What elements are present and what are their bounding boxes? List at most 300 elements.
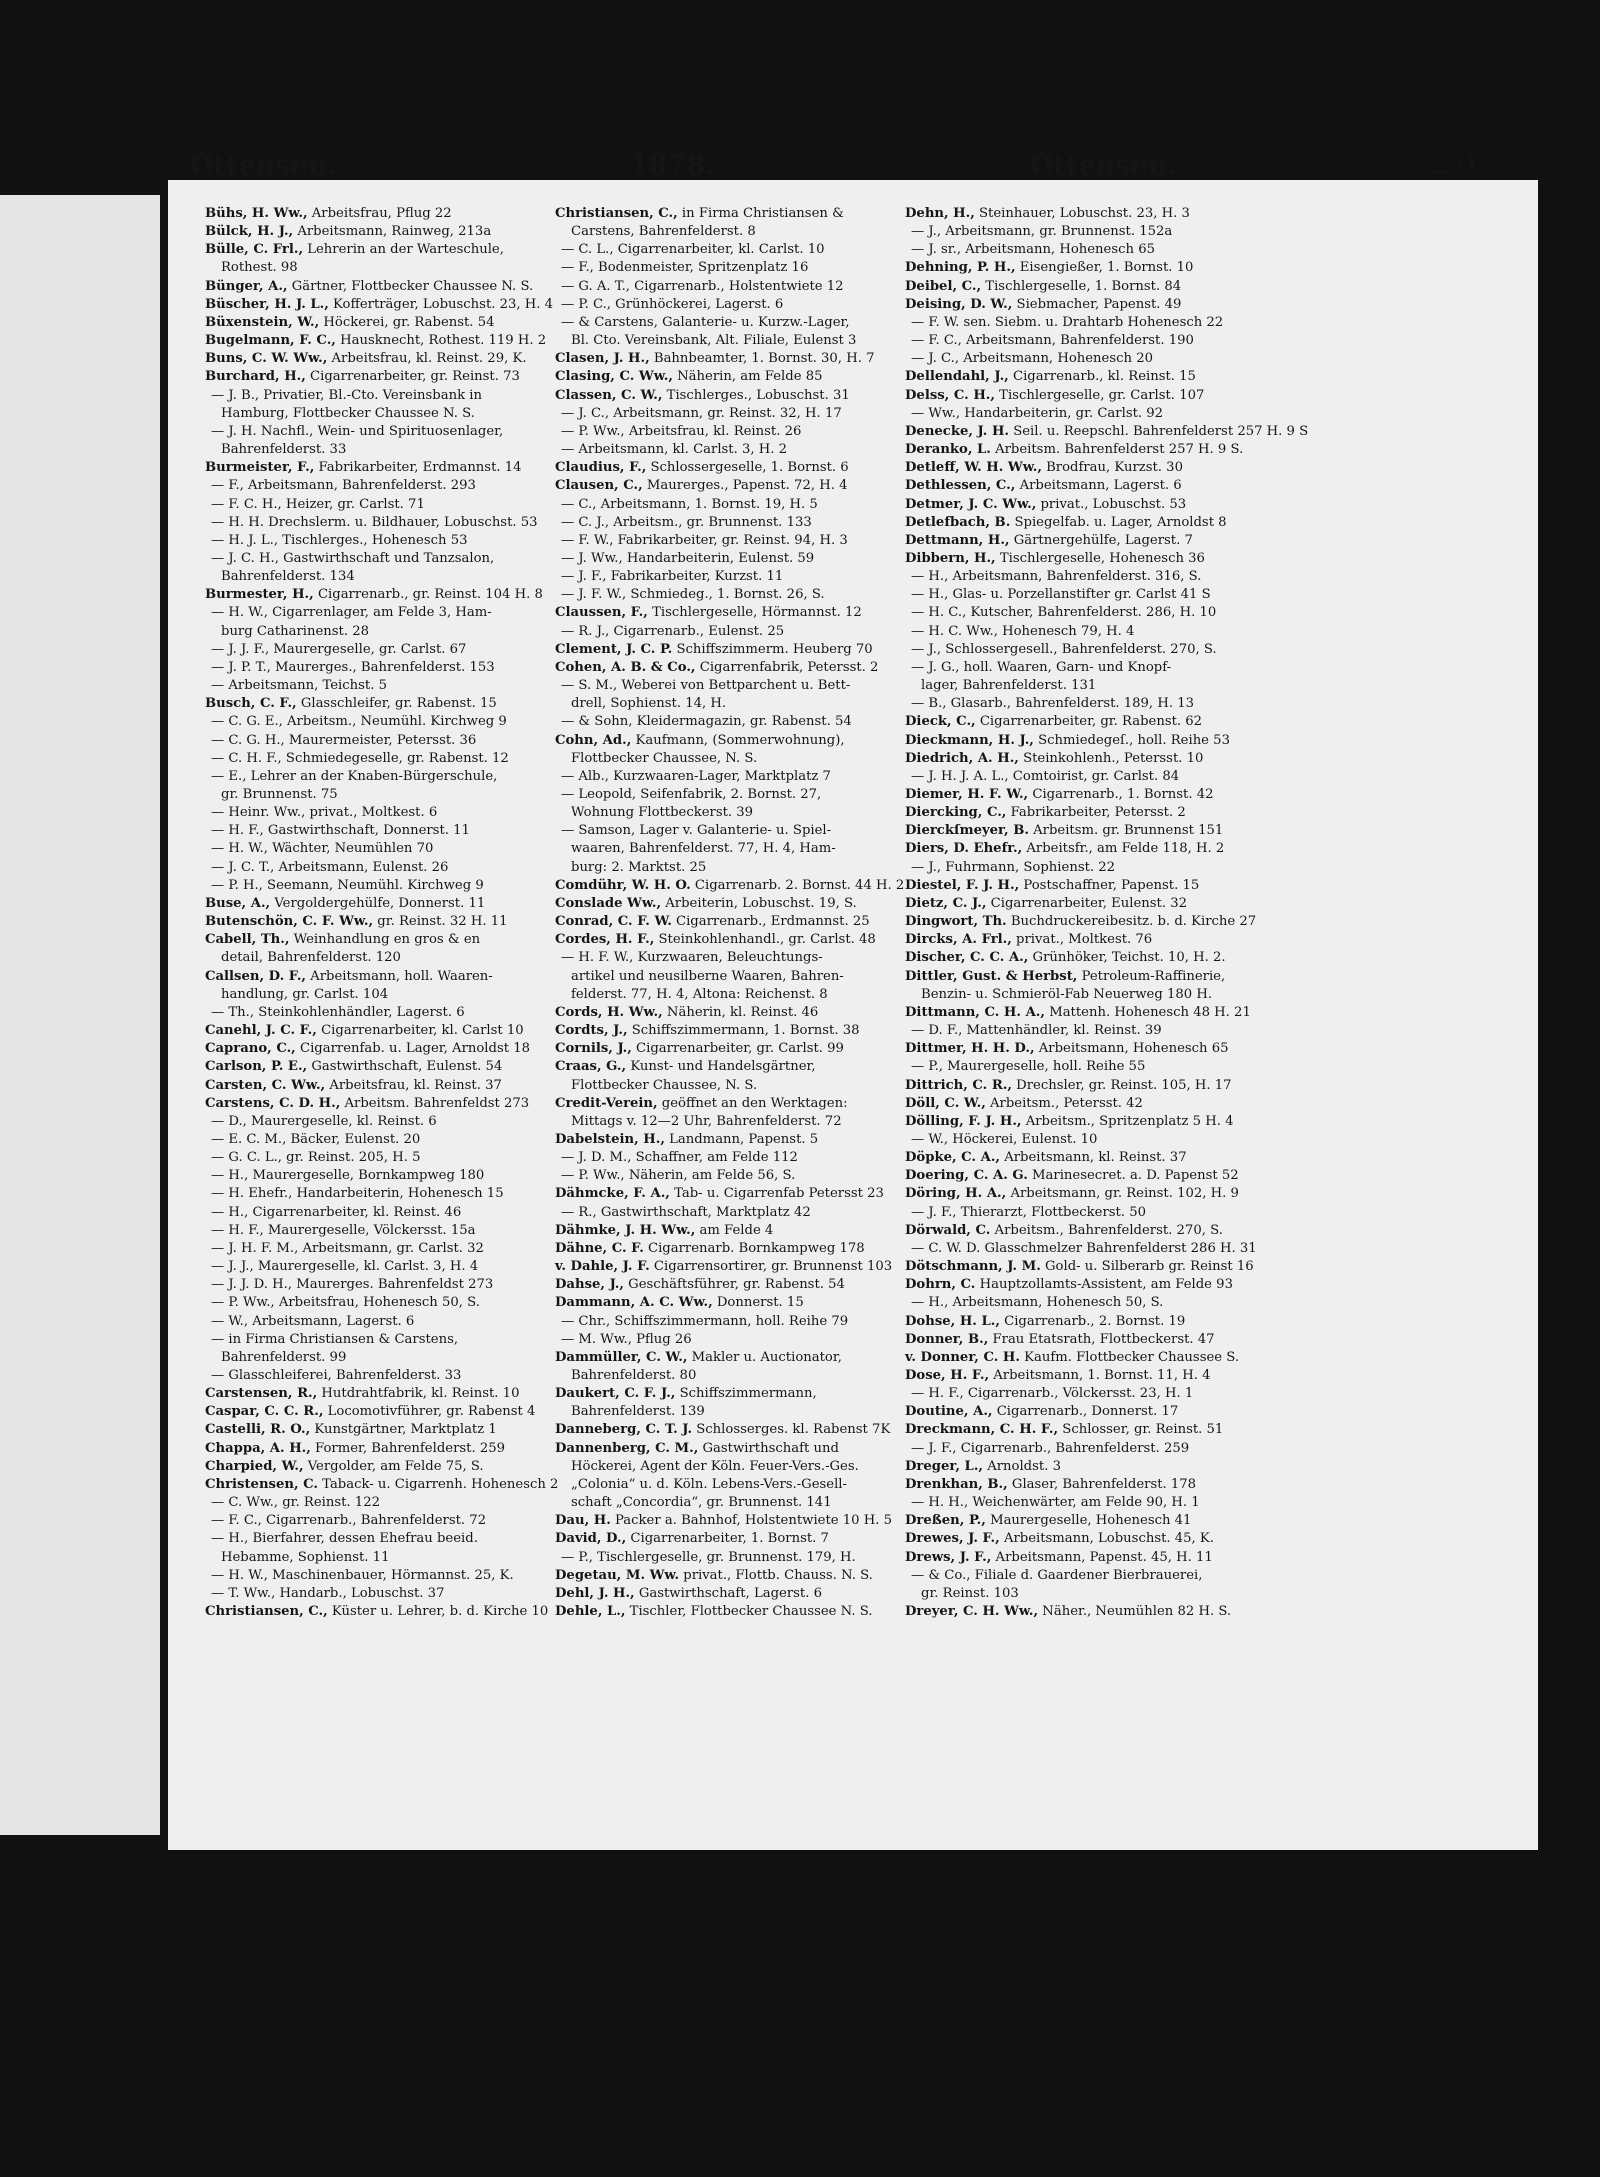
entry-continuation: drell, Sophienst. 14, H.: [571, 696, 727, 712]
directory-entry: [205, 1385, 550, 1403]
entry-name: Charpied, W.,: [205, 1458, 304, 1474]
entry-name: Christiansen, C.,: [555, 206, 678, 221]
entry-details: Arbeitsfrau, Pflug 22: [307, 206, 452, 221]
directory-entry: [555, 1567, 900, 1585]
directory-entry: [555, 1440, 900, 1458]
entry-name: Discher, C. C. A.,: [905, 950, 1029, 966]
entry-name: Dittmer, H. H. D.,: [905, 1041, 1035, 1057]
directory-subentry: — Th., Steinkohlenhändler, Lagerst. 6: [211, 1004, 465, 1020]
directory-entry: [555, 477, 900, 495]
entry-name: Bünger, A.,: [205, 278, 288, 294]
directory-subentry: — J. sr., Arbeitsmann, Hohenesch 65: [911, 242, 1155, 258]
entry-name: Bühs, H. Ww.,: [205, 206, 308, 221]
entry-name: Degetau, M. Ww.: [555, 1567, 680, 1583]
entry-details: Gastwirthschaft, Eulenst. 54: [307, 1059, 503, 1075]
directory-entry: [205, 1095, 550, 1113]
directory-entry: [905, 496, 1250, 514]
directory-subentry: — T. Ww., Handarb., Lobuschst. 37: [211, 1585, 445, 1601]
directory-entry: [555, 1421, 900, 1439]
entry-details: Kofferträger, Lobuschst. 23, H. 4: [328, 296, 554, 312]
page-number: 251: [1432, 150, 1480, 179]
entry-details: Arbeitsmann, 1. Bornst. 11, H. 4: [989, 1368, 1211, 1383]
entry-continuation: Bl. Cto. Vereinsbank, Alt. Filiale, Eulenst 3: [571, 333, 857, 349]
directory-entry: [905, 1403, 1250, 1421]
entry-details: Schiffszimmerm. Heuberg 70: [672, 641, 873, 657]
directory-entry: [905, 296, 1250, 314]
entry-details: Cigarrenarbeiter, Eulenst. 32: [986, 895, 1188, 911]
directory-entry: [555, 1530, 900, 1548]
entry-name: Cords, H. Ww.,: [555, 1004, 663, 1020]
directory-entry: [905, 1095, 1250, 1113]
entry-name: Dittrich, C. R.,: [905, 1077, 1012, 1093]
entry-name: Dörwald, C.: [905, 1222, 991, 1238]
directory-subentry: — D. F., Mattenhändler, kl. Reinst. 39: [911, 1023, 1162, 1039]
directory-entry: [905, 1113, 1250, 1131]
entry-name: Credit-Verein,: [555, 1095, 658, 1111]
directory-subentry: — H., Maurergeselle, Bornkampweg 180: [211, 1168, 485, 1184]
entry-name: Dehl, J. H.,: [555, 1585, 635, 1601]
entry-details: Schmiedegeſ., holl. Reihe 53: [1033, 732, 1230, 748]
directory-subentry: — J. G., holl. Waaren, Garn- und Knopf-: [911, 659, 1172, 675]
entry-name: Deising, D. W.,: [905, 296, 1013, 312]
entry-details: Cigarrenarbeiter, gr. Rabenst. 62: [975, 714, 1203, 730]
directory-entry: [555, 659, 900, 677]
entry-name: Delss, C. H.,: [905, 387, 995, 403]
entry-details: Cigarrenarbeiter, kl. Carlst 10: [316, 1023, 524, 1039]
entry-details: Tischlergeselle, Hohenesch 36: [995, 550, 1205, 566]
directory-entry: [905, 1185, 1250, 1203]
directory-entry: [905, 514, 1250, 532]
entry-name: Bülle, C. Frl.,: [205, 242, 304, 258]
directory-entry: [905, 532, 1250, 550]
entry-details: Former, Bahrenfelderst. 259: [310, 1440, 505, 1456]
entry-name: Dölling, F. J. H.,: [905, 1113, 1022, 1129]
entry-name: Diemer, H. F. W.,: [905, 787, 1029, 802]
entry-name: Buns, C. W. Ww.,: [205, 351, 328, 367]
directory-entry: [905, 913, 1257, 931]
directory-entry: [555, 1294, 900, 1312]
entry-name: Classen, C. W.,: [555, 387, 663, 403]
entry-name: Dehle, L.,: [555, 1604, 626, 1620]
entry-name: Drenkhan, B.,: [905, 1476, 1008, 1492]
entry-details: Packer a. Bahnhof, Holstentwiete 10 H. 5: [610, 1513, 893, 1529]
entry-details: Cigarrenfabrik, Petersst. 2: [695, 659, 879, 675]
directory-entry: [905, 423, 1309, 441]
entry-details: Weinhandlung en gros & en: [289, 932, 481, 948]
entry-name: Dierckſmeyer, B.: [905, 823, 1029, 839]
entry-continuation: Rothest. 98: [221, 260, 298, 276]
directory-entry: [905, 1077, 1250, 1095]
directory-subentry: — H. C. Ww., Hohenesch 79, H. 4: [911, 623, 1135, 639]
entry-name: Conslade Ww.,: [555, 895, 662, 911]
entry-details: Arbeitsm. gr. Brunnenst 151: [1028, 823, 1224, 839]
entry-name: Caprano, C.,: [205, 1041, 296, 1057]
entry-name: Döpke, C. A.,: [905, 1150, 1001, 1166]
directory-entry: [905, 968, 1250, 986]
directory-subentry: — F. W. sen. Siebm. u. Drahtarb Hohenesch 22: [911, 314, 1224, 330]
directory-subentry: — Chr., Schiffszimmermann, holl. Reihe 79: [561, 1313, 849, 1329]
directory-subentry: — Glasschleiferei, Bahrenfelderst. 33: [211, 1368, 462, 1383]
entry-name: Dose, H. F.,: [905, 1368, 990, 1383]
directory-subentry: — R., Gastwirthschaft, Marktplatz 42: [561, 1204, 811, 1220]
entry-name: v. Donner, C. H.: [905, 1349, 1020, 1365]
directory-entry: [555, 1512, 900, 1530]
entry-name: Dähmke, J. H. Ww.,: [555, 1222, 696, 1238]
directory-entry: [555, 459, 900, 477]
entry-details: Cigarrenarbeiter, 1. Bornst. 7: [626, 1531, 829, 1547]
entry-details: Schiffszimmermann,: [675, 1386, 817, 1402]
directory-entry: [205, 350, 550, 368]
directory-entry: [905, 750, 1250, 768]
directory-subentry: — W., Arbeitsmann, Lagerst. 6: [211, 1313, 415, 1329]
entry-name: Detleff, W. H. Ww.,: [905, 460, 1042, 476]
entry-details: Brodfrau, Kurzst. 30: [1041, 460, 1183, 476]
directory-entry: [905, 713, 1250, 731]
entry-name: Dreger, L.,: [905, 1458, 984, 1474]
directory-subentry: — F. C., Cigarrenarb., Bahrenfelderst. 72: [211, 1513, 487, 1529]
directory-subentry: — C. W. D. Glasschmelzer Bahrenfelderst 286 H. 31: [911, 1240, 1257, 1256]
directory-entry: [905, 732, 1250, 750]
directory-column-1: [205, 205, 559, 1621]
entry-details: Arbeitsfrau, kl. Reinst. 37: [325, 1077, 502, 1093]
entry-details: Cigarrenarb., gr. Reinst. 104 H. 8: [313, 587, 543, 603]
directory-entry: [555, 1276, 900, 1294]
directory-entry: [205, 1403, 550, 1421]
directory-subentry: — C. J., Arbeitsm., gr. Brunnenst. 133: [561, 514, 812, 530]
entry-name: Dahse, J.,: [555, 1277, 624, 1293]
entry-name: Dammüller, C. W.,: [555, 1349, 688, 1365]
directory-subentry: — P. Ww., Näherin, am Felde 56, S.: [561, 1168, 796, 1184]
entry-details: Hauptzollamts-Assistent, am Felde 93: [975, 1277, 1233, 1293]
entry-name: Christiansen, C.,: [205, 1604, 328, 1620]
entry-details: Gastwirthschaft, Lagerst. 6: [634, 1585, 822, 1601]
directory-subentry: — J. P. T., Maurerges., Bahrenfelderst. 153: [211, 659, 495, 675]
entry-name: Daukert, C. F. J.,: [555, 1386, 676, 1402]
directory-subentry: — H. C., Kutscher, Bahrenfelderst. 286, H. 10: [911, 605, 1217, 621]
directory-entry: [205, 1058, 550, 1076]
directory-subentry: — & Carstens, Galanterie- u. Kurzw.-Lager,: [561, 314, 850, 330]
directory-entry: [555, 1131, 900, 1149]
entry-details: Steinkohlenhandl., gr. Carlst. 48: [654, 932, 876, 948]
directory-subentry: — J. H. J. A. L., Comtoirist, gr. Carlst. 84: [911, 768, 1180, 784]
entry-continuation: Flottbecker Chaussee, N. S.: [571, 750, 758, 766]
entry-continuation: waaren, Bahrenfelderst. 77, H. 4, Ham-: [571, 841, 836, 857]
directory-entry: [905, 1258, 1254, 1276]
entry-name: Dreyer, C. H. Ww.,: [905, 1604, 1039, 1620]
entry-name: Deibel, C.,: [905, 278, 982, 294]
directory-entry: [205, 1022, 550, 1040]
entry-name: Drewes, J. F.,: [905, 1531, 1000, 1547]
entry-details: Grünhöker, Teichst. 10, H. 2.: [1028, 950, 1226, 966]
entry-details: Arbeitsm. Bahrenfelderst 257 H. 9 S.: [990, 442, 1244, 458]
entry-details: Cigarrenarb., 1. Bornst. 42: [1028, 787, 1214, 802]
directory-subentry: — Heinr. Ww., privat., Moltkest. 6: [211, 805, 438, 821]
entry-name: Canehl, J. C. F.,: [205, 1023, 317, 1039]
directory-subentry: — & Co., Filiale d. Gaardener Bierbrauerei,: [911, 1567, 1203, 1583]
entry-continuation: Bahrenfelderst. 134: [221, 569, 355, 585]
entry-details: Arbeitsm., Spritzenplatz 5 H. 4: [1021, 1113, 1234, 1129]
directory-subentry: — J., Schlossergesell., Bahrenfelderst. 270, S.: [911, 641, 1217, 657]
entry-name: Detmer, J. C. Ww.,: [905, 496, 1037, 512]
directory-entry: [905, 1004, 1250, 1022]
directory-subentry: — D., Maurergeselle, kl. Reinst. 6: [211, 1113, 437, 1129]
entry-details: Cigarrenarb. Bornkampweg 178: [643, 1240, 865, 1256]
entry-continuation: Benzin- u. Schmieröl-Fab Neuerweg 180 H.: [921, 986, 1213, 1002]
entry-continuation: Hamburg, Flottbecker Chaussee N. S.: [221, 405, 475, 421]
entry-details: Cigarrensortirer, gr. Brunnenst 103: [649, 1259, 893, 1275]
directory-entry: [905, 1331, 1250, 1349]
directory-subentry: — J. C., Arbeitsmann, Hohenesch 20: [911, 351, 1153, 367]
entry-details: Arbeitsmann, holl. Waaren-: [306, 968, 493, 984]
entry-details: Fabrikarbeiter, Petersst. 2: [1006, 805, 1186, 821]
entry-details: Geschäftsführer, gr. Rabenst. 54: [623, 1277, 845, 1293]
entry-name: Dibbern, H.,: [905, 550, 996, 566]
directory-subentry: — J. J., Maurergeselle, kl. Carlst. 3, H. 4: [211, 1259, 479, 1275]
directory-subentry: — M. Ww., Pflug 26: [561, 1331, 692, 1347]
entry-continuation: Bahrenfelderst. 99: [221, 1349, 347, 1365]
directory-entry: [205, 1077, 550, 1095]
entry-name: Diedrich, A. H.,: [905, 750, 1019, 766]
directory-entry: [205, 895, 550, 913]
entry-name: Busch, C. F.,: [205, 696, 297, 712]
directory-entry: [905, 259, 1250, 277]
entry-continuation: handlung, gr. Carlst. 104: [221, 986, 389, 1002]
entry-name: Doering, C. A. G.: [905, 1168, 1028, 1184]
directory-entry: [555, 205, 900, 223]
directory-entry: [905, 895, 1250, 913]
entry-details: Kunstgärtner, Marktplatz 1: [310, 1422, 497, 1438]
directory-entry: [905, 1167, 1250, 1185]
directory-subentry: — J. J. D. H., Maurerges. Bahrenfeldst 273: [211, 1277, 494, 1293]
entry-details: Arbeitsmann, kl. Reinst. 37: [1000, 1150, 1187, 1166]
directory-subentry: — J. C. T., Arbeitsmann, Eulenst. 26: [211, 859, 449, 875]
directory-subentry: — H., Glas- u. Porzellanstifter gr. Carlst 41 S: [911, 587, 1211, 603]
entry-details: Arbeitsmann, Lobuschst. 45, K.: [999, 1531, 1214, 1547]
entry-details: Tischlergeselle, 1. Bornst. 84: [981, 278, 1182, 294]
directory-subentry: — H. F. W., Kurzwaaren, Beleuchtungs-: [561, 950, 823, 966]
entry-details: Bahnbeamter, 1. Bornst. 30, H. 7: [649, 351, 875, 367]
entry-details: Tischlergeselle, Hörmannst. 12: [647, 605, 862, 621]
entry-details: Schlosser, gr. Reinst. 51: [1058, 1422, 1224, 1438]
entry-continuation: Höckerei, Agent der Köln. Feuer-Vers.-Ges.: [571, 1458, 859, 1474]
entry-details: Glaser, Bahrenfelderst. 178: [1007, 1476, 1197, 1492]
directory-entry: [205, 459, 550, 477]
directory-subentry: — G. C. L., gr. Reinst. 205, H. 5: [211, 1150, 421, 1166]
directory-subentry: — E. C. M., Bäcker, Eulenst. 20: [211, 1131, 421, 1147]
entry-details: Glasschleifer, gr. Rabenst. 15: [296, 696, 497, 712]
entry-name: Callsen, D. F.,: [205, 968, 307, 984]
entry-details: Steinhauer, Lobuschst. 23, H. 3: [974, 206, 1190, 221]
entry-details: Frau Etatsrath, Flottbeckerst. 47: [988, 1331, 1215, 1347]
entry-details: Cigarrenarb., Donnerst. 17: [992, 1404, 1179, 1420]
entry-details: Taback- u. Cigarrenh. Hohenesch 2: [317, 1476, 559, 1492]
directory-subentry: — F. C., Arbeitsmann, Bahrenfelderst. 190: [911, 333, 1194, 349]
entry-name: Danneberg, C. T. J.: [555, 1422, 693, 1438]
entry-details: Arnoldst. 3: [983, 1458, 1061, 1474]
entry-name: Donner, B.,: [905, 1331, 989, 1347]
entry-name: Dircks, A. Frl.,: [905, 932, 1012, 948]
directory-subentry: — J. F., Cigarrenarb., Bahrenfelderst. 259: [911, 1440, 1190, 1456]
directory-entry: [905, 441, 1250, 459]
entry-name: Diercking, C.,: [905, 805, 1007, 821]
entry-details: Donnerst. 15: [712, 1295, 804, 1311]
entry-name: Dohrn, C.: [905, 1277, 976, 1293]
entry-name: Dittler, Gust. & Herbst,: [905, 968, 1078, 984]
directory-entry: [555, 368, 900, 386]
directory-subentry: — H., Arbeitsmann, Bahrenfelderst. 316, S.: [911, 569, 1202, 585]
entry-details: Landmann, Papenst. 5: [664, 1131, 819, 1147]
entry-details: Siebmacher, Papenst. 49: [1012, 296, 1182, 312]
directory-entry: [205, 1421, 550, 1439]
directory-subentry: — F., Arbeitsmann, Bahrenfelderst. 293: [211, 478, 476, 494]
entry-name: Dähmcke, F. A.,: [555, 1186, 670, 1202]
directory-entry: [905, 387, 1250, 405]
directory-subentry: — H. Ehefr., Handarbeiterin, Hohenesch 15: [211, 1186, 504, 1202]
entry-name: Cornils, J.,: [555, 1041, 632, 1057]
entry-continuation: „Colonia“ u. d. Köln. Lebens-Vers.-Gesell-: [571, 1476, 847, 1492]
entry-details: Küster u. Lehrer, b. d. Kirche 10: [327, 1604, 549, 1620]
entry-name: Burmester, H.,: [205, 587, 314, 603]
entry-details: in Firma Christiansen &: [677, 206, 844, 221]
directory-entry: [555, 1349, 900, 1367]
entry-details: Cigarrenarbeiter, gr. Reinst. 73: [305, 369, 520, 385]
entry-continuation: Mittags v. 12—2 Uhr, Bahrenfelderst. 72: [571, 1113, 842, 1129]
entry-name: Denecke, J. H.: [905, 423, 1009, 439]
directory-subentry: — C. Ww., gr. Reinst. 122: [211, 1495, 380, 1511]
directory-entry: [205, 278, 550, 296]
directory-entry: [555, 1385, 900, 1403]
directory-entry: [555, 604, 900, 622]
entry-name: Cordts, J.,: [555, 1023, 628, 1039]
directory-entry: [205, 913, 550, 931]
entry-details: Arbeitsm., Petersst. 42: [985, 1095, 1143, 1111]
entry-continuation: gr. Brunnenst. 75: [221, 787, 338, 802]
directory-subentry: — H. H., Weichenwärter, am Felde 90, H. 1: [911, 1495, 1200, 1511]
directory-subentry: — E., Lehrer an der Knaben-Bürgerschule,: [211, 768, 498, 784]
entry-details: Näherin, am Felde 85: [672, 369, 823, 385]
directory-subentry: — P. Ww., Arbeitsfrau, Hohenesch 50, S.: [211, 1295, 480, 1311]
directory-column-2: [555, 205, 905, 1621]
directory-entry: [205, 586, 550, 604]
entry-details: Arbeitsmann, Hohenesch 65: [1034, 1041, 1229, 1057]
directory-entry: [555, 913, 900, 931]
entry-continuation: burg Catharinenst. 28: [221, 623, 370, 639]
directory-subentry: — P. H., Seemann, Neumühl. Kirchweg 9: [211, 877, 484, 893]
directory-entry: [905, 1458, 1250, 1476]
entry-details: Hutdrahtfabrik, kl. Reinst. 10: [317, 1386, 520, 1402]
directory-entry: [205, 1040, 550, 1058]
entry-name: Dannenberg, C. M.,: [555, 1440, 699, 1456]
entry-continuation: schaft „Concordia“, gr. Brunnenst. 141: [571, 1495, 832, 1511]
entry-details: Marinesecret. a. D. Papenst 52: [1027, 1168, 1239, 1184]
directory-entry: [555, 931, 900, 949]
entry-details: Cigarrenarb., Erdmannst. 25: [671, 914, 870, 930]
directory-entry: [905, 1367, 1250, 1385]
entry-details: Locomotivführer, gr. Rabenst 4: [323, 1404, 536, 1420]
directory-subentry: — in Firma Christiansen & Carstens,: [211, 1331, 459, 1347]
entry-details: Tischlergeselle, gr. Carlst. 107: [994, 387, 1205, 403]
directory-entry: [555, 877, 905, 895]
entry-name: Conrad, C. F. W.: [555, 914, 672, 930]
directory-subentry: — S. M., Weberei von Bettparchent u. Bett-: [561, 678, 851, 694]
entry-continuation: burg: 2. Marktst. 25: [571, 859, 707, 875]
directory-subentry: — Ww., Handarbeiterin, gr. Carlst. 92: [911, 405, 1164, 421]
directory-entry: [555, 1222, 900, 1240]
directory-subentry: — Alb., Kurzwaaren-Lager, Marktplatz 7: [561, 768, 831, 784]
entry-name: Deranko, L.: [905, 442, 991, 458]
entry-continuation: Flottbecker Chaussee, N. S.: [571, 1077, 758, 1093]
entry-details: Steinkohlenh., Petersst. 10: [1018, 750, 1204, 766]
directory-entry: [905, 1349, 1250, 1367]
entry-name: Carsten, C. Ww.,: [205, 1077, 326, 1093]
entry-details: Cigarrenarbeiter, gr. Carlst. 99: [631, 1041, 844, 1057]
entry-details: Arbeitsm., Bahrenfelderst. 270, S.: [990, 1222, 1223, 1238]
directory-entry: [905, 1040, 1250, 1058]
entry-details: Schlossergeselle, 1. Bornst. 6: [646, 460, 849, 476]
entry-details: Gärtnergehülfe, Lagerst. 7: [1009, 532, 1193, 548]
entry-name: Clasing, C. Ww.,: [555, 369, 673, 385]
entry-details: Gärtner, Flottbecker Chaussee N. S.: [287, 278, 534, 294]
entry-details: Arbeitsmann, Rainweg, 213a: [293, 224, 492, 240]
entry-details: Arbeitsmann, Lagerst. 6: [1015, 478, 1182, 494]
entry-continuation: detail, Bahrenfelderst. 120: [221, 950, 401, 966]
directory-entry: [905, 1530, 1250, 1548]
entry-details: Tischlerges., Lobuschst. 31: [662, 387, 850, 403]
directory-subentry: — J. F. W., Schmiedeg., 1. Bornst. 26, S.: [561, 587, 825, 603]
directory-subentry: — J. Ww., Handarbeiterin, Eulenst. 59: [561, 550, 815, 566]
directory-subentry: — P. Ww., Arbeitsfrau, kl. Reinst. 26: [561, 423, 802, 439]
entry-name: Chappa, A. H.,: [205, 1440, 311, 1456]
entry-name: Diestel, F. J. H.,: [905, 877, 1020, 893]
entry-continuation: gr. Reinst. 103: [921, 1585, 1019, 1601]
directory-subentry: — Arbeitsmann, Teichst. 5: [211, 678, 387, 694]
entry-details: Petroleum-Raffinerie,: [1077, 968, 1226, 984]
directory-entry: [205, 223, 550, 241]
entry-name: Diers, D. Ehefr.,: [905, 841, 1023, 857]
directory-subentry: — R. J., Cigarrenarb., Eulenst. 25: [561, 623, 785, 639]
entry-details: Seil. u. Reepschl. Bahrenfelderst 257 H. 9 S: [1009, 423, 1309, 439]
entry-name: Dieckmann, H. J.,: [905, 732, 1034, 748]
directory-subentry: — H. W., Wächter, Neumühlen 70: [211, 841, 434, 857]
directory-entry: [555, 1058, 900, 1076]
directory-subentry: — H. H. Drechslerm. u. Bildhauer, Lobuschst. 53: [211, 514, 538, 530]
directory-subentry: — Samson, Lager v. Galanterie- u. Spiel-: [561, 823, 832, 839]
directory-entry: [905, 1149, 1250, 1167]
entry-name: Clausen, C.,: [555, 478, 643, 494]
directory-entry: [905, 786, 1250, 804]
entry-details: Postschaffner, Papenst. 15: [1019, 877, 1200, 893]
entry-details: Fabrikarbeiter, Erdmannst. 14: [314, 460, 522, 476]
directory-entry: [905, 1512, 1250, 1530]
entry-continuation: felderst. 77, H. 4, Altona: Reichenst. 8: [571, 986, 828, 1002]
entry-name: Dehn, H.,: [905, 206, 975, 221]
entry-details: Gastwirthschaft und: [698, 1440, 839, 1456]
running-title-left: Ottensen.: [190, 150, 337, 181]
directory-entry: [555, 1040, 900, 1058]
entry-continuation: Bahrenfelderst. 33: [221, 442, 347, 458]
entry-name: Carstensen, R.,: [205, 1386, 318, 1402]
directory-entry: [905, 1549, 1250, 1567]
directory-entry: [905, 278, 1250, 296]
entry-name: Cohn, Ad.,: [555, 732, 632, 748]
entry-details: Arbeitsfrau, kl. Reinst. 29, K.: [327, 351, 527, 367]
directory-entry: [555, 1095, 900, 1113]
directory-subentry: — H., Bierfahrer, dessen Ehefrau beeid.: [211, 1531, 478, 1547]
entry-name: Christensen, C.: [205, 1476, 318, 1492]
entry-continuation: Hebamme, Sophienst. 11: [221, 1549, 390, 1565]
directory-entry: [205, 968, 550, 986]
directory-entry: [555, 1185, 900, 1203]
